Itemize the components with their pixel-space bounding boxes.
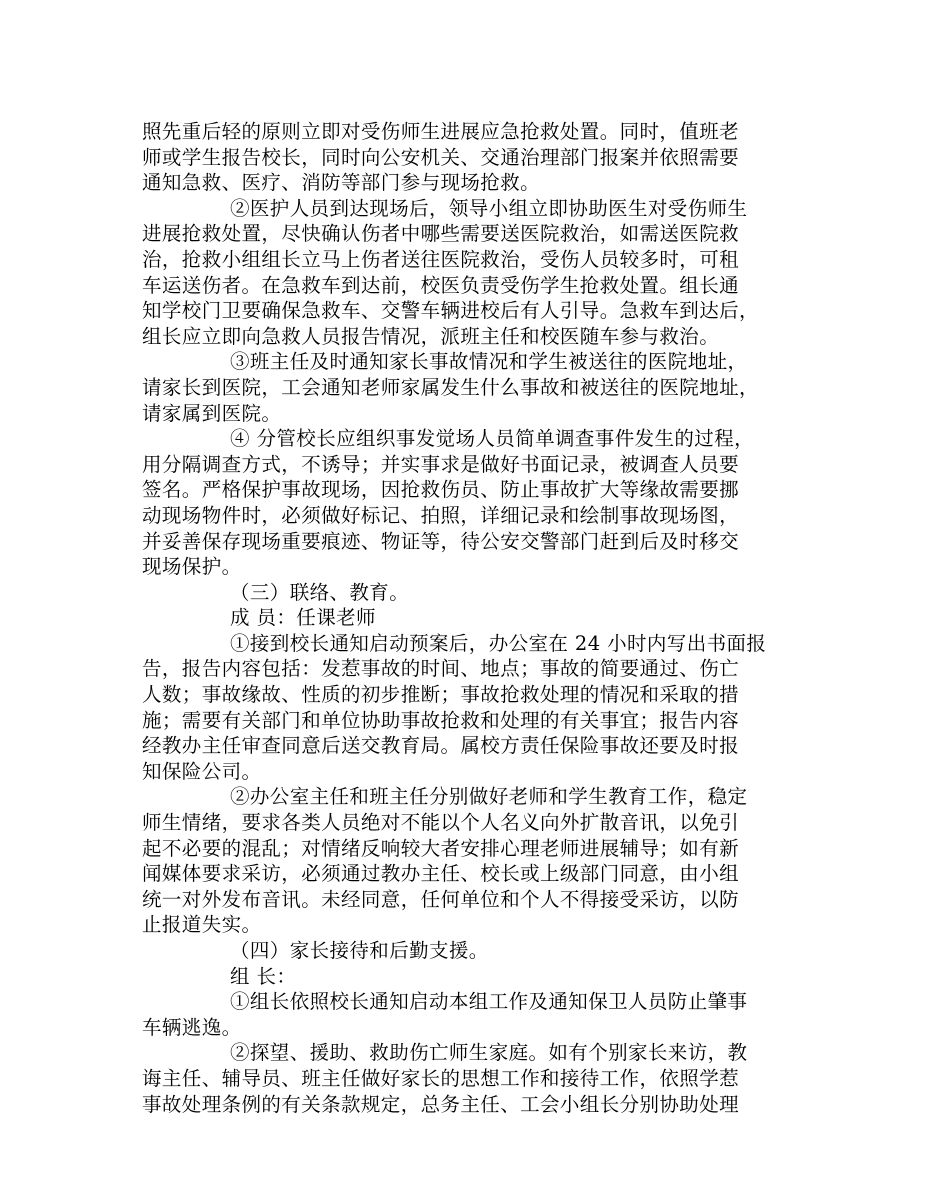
paragraph-line: 请家长到医院，工会通知老师家属发生什么事故和被送往的医院地址， — [142, 375, 759, 399]
paragraph-first-line: ②医护人员到达现场后，领导小组立即协助医生对受伤师生 — [230, 196, 748, 220]
document-body — [142, 119, 812, 1117]
paragraph-line: 知学校门卫要确保急救车、交警车辆进校后有人引导。急救车到达后， — [142, 299, 759, 323]
paragraph-first-line: ①组长依照校长通知启动本组工作及通知保卫人员防止肇事 — [230, 990, 748, 1014]
paragraph-line: 师生情绪，要求各类人员绝对不能以个人名义向外扩散音讯，以免引 — [142, 811, 740, 835]
paragraph-line: 师或学生报告校长，同时向公安机关、交通治理部门报案并依照需要 — [142, 145, 740, 169]
paragraph-first-line: ②办公室主任和班主任分别做好老师和学生教育工作，稳定 — [230, 785, 748, 809]
paragraph-line: 照先重后轻的原则立即对受伤师生进展应急抢救处置。同时，值班老 — [142, 120, 740, 143]
paragraph-first-line: ①接到校长通知启动预案后，办公室在 24 小时内写出书面报 — [230, 631, 767, 655]
paragraph-first-line: ③班主任及时通知家长事故情况和学生被送往的医院地址， — [230, 350, 748, 374]
paragraph-first-line: 成 员：任课老师 — [230, 606, 376, 630]
paragraph-line: 用分隔调查方式，不诱导；并实事求是做好书面记录，被调查人员要 — [142, 452, 740, 476]
paragraph-line: 经教办主任审查同意后送交教育局。属校方责任保险事故还要及时报 — [142, 734, 740, 758]
paragraph-line: 进展抢救处置，尽快确认伤者中哪些需要送医院救治，如需送医院救 — [142, 222, 740, 246]
paragraph-line: 告，报告内容包括：发惹事故的时间、地点；事故的简要通过、伤亡 — [142, 657, 740, 681]
paragraph-line: 人数；事故缘故、性质的初步推断；事故抢救处理的情况和采取的措 — [142, 683, 740, 707]
paragraph-line: 施；需要有关部门和单位协助事故抢救和处理的有关事宜；报告内容 — [142, 708, 740, 732]
paragraph-line: 现场保护。 — [142, 555, 242, 579]
paragraph-line: 车运送伤者。在急救车到达前，校医负责受伤学生抢救处置。组长通 — [142, 273, 740, 297]
paragraph-line: 止报道失实。 — [142, 913, 262, 937]
paragraph-first-line: ②探望、援助、救助伤亡师生家庭。如有个别家长来访，教 — [230, 1041, 748, 1065]
paragraph-first-line: （三）联络、教育。 — [230, 580, 410, 604]
paragraph-line: 知保险公司。 — [142, 759, 262, 783]
paragraph-line: 签名。严格保护事故现场，因抢救伤员、防止事故扩大等缘故需要挪 — [142, 478, 740, 502]
paragraph-line: 动现场物件时，必须做好标记、拍照，详细记录和绘制事故现场图， — [142, 503, 740, 527]
paragraph-first-line: 组 长： — [230, 964, 297, 988]
paragraph-line: 统一对外发布音讯。未经同意，任何单位和个人不得接受采访，以防 — [142, 887, 740, 911]
paragraph-line: 诲主任、辅导员、班主任做好家长的思想工作和接待工作，依照学惹 — [142, 1066, 740, 1090]
paragraph-line: 请家属到医院。 — [142, 401, 282, 425]
paragraph-line: 并妥善保存现场重要痕迹、物证等，待公安交警部门赶到后及时移交 — [142, 529, 740, 553]
paragraph-line: 车辆逃逸。 — [142, 1015, 242, 1039]
paragraph-first-line: （四）家长接待和后勤支援。 — [230, 939, 489, 962]
paragraph-line: 事故处理条例的有关条款规定，总务主任、工会小组长分别协助处理 — [142, 1092, 740, 1116]
paragraph-line: 通知急救、医疗、消防等部门参与现场抢救。 — [142, 171, 541, 195]
paragraph-line: 组长应立即向急救人员报告情况，派班主任和校医随车参与救治。 — [142, 324, 720, 348]
paragraph-first-line: ④ 分管校长应组织事发觉场人员简单调查事件发生的过程， — [230, 427, 754, 451]
paragraph-line: 闻媒体要求采访，必须通过教办主任、校长或上级部门同意，由小组 — [142, 862, 740, 886]
paragraph-line: 起不必要的混乱；对情绪反响较大者安排心理老师进展辅导；如有新 — [142, 836, 740, 860]
paragraph-line: 治，抢救小组组长立马上伤者送往医院救治，受伤人员较多时，可租 — [142, 247, 740, 271]
